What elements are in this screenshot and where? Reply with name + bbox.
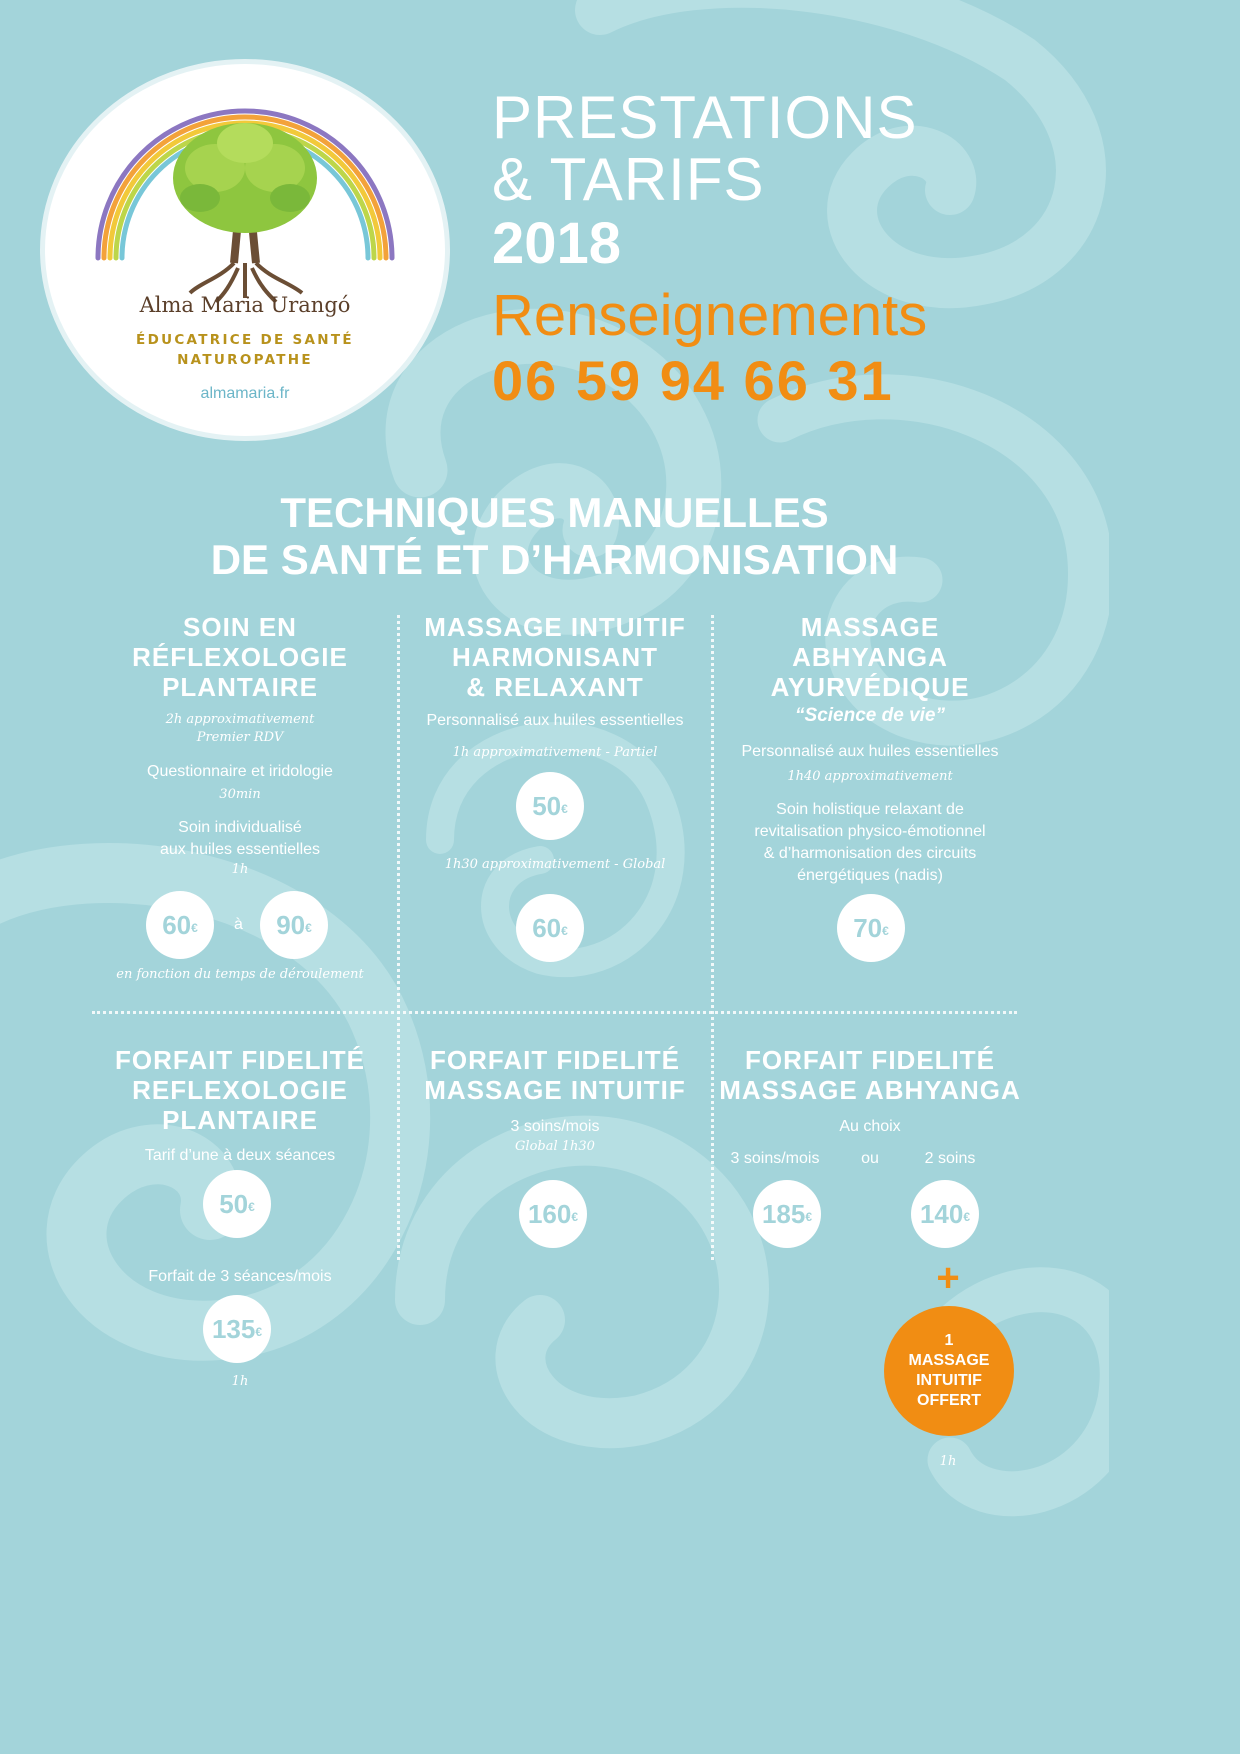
col1-item2-line2: aux huiles essentielles: [159, 841, 321, 858]
forfait1-price1-value: 50: [219, 1189, 249, 1219]
col3-detail-line4: énergétiques (nadis): [797, 867, 943, 884]
logo-name: Alma Maria Urangó: [139, 293, 351, 317]
logo-url[interactable]: almamaria.fr: [200, 385, 290, 402]
col1-item1-duration: 30min: [219, 787, 261, 802]
col2-price1-value: 50: [532, 791, 562, 821]
forfait2-label: 3 soins/mois: [510, 1118, 600, 1135]
section-title-line1: TECHNIQUES MANUELLES: [280, 489, 829, 536]
col3-detail-line3: & d’harmonisation des circuits: [763, 845, 977, 862]
forfait2-title-line2: MASSAGE INTUITIF: [424, 1075, 686, 1105]
forfait3-title: [715, 1045, 1025, 1105]
offer-line1: 1: [944, 1332, 954, 1349]
forfait1-title: [85, 1045, 395, 1135]
forfait2-sub: Global 1h30: [515, 1139, 595, 1154]
forfait1-price2-value: 135: [211, 1314, 256, 1344]
col1-duration: [85, 711, 395, 747]
col1-price-sep: à: [234, 916, 243, 933]
col2-title: [400, 612, 710, 702]
col1-price-to-value: 90: [276, 910, 306, 940]
section-title: [0, 489, 1109, 583]
col2-option1: 1h approximativement - Partiel: [452, 745, 658, 760]
col1-note: en fonction du temps de déroulement: [116, 967, 364, 982]
col3-detail-line1: Soin holistique relaxant de: [776, 801, 964, 818]
forfait1-title-line1: FORFAIT FIDELITÉ: [115, 1045, 365, 1075]
forfait3-option1: 3 soins/mois: [730, 1150, 820, 1167]
col3-title-line1: MASSAGE: [800, 612, 940, 642]
header-year: 2018: [492, 211, 622, 276]
forfait3-price1-value: 185: [761, 1199, 806, 1229]
col3-detail-line2: revitalisation physico-émotionnel: [754, 823, 986, 840]
col1-item1: Questionnaire et iridologie: [147, 763, 333, 780]
currency-sign: €: [255, 1325, 263, 1339]
forfait2-title-line1: FORFAIT FIDELITÉ: [430, 1045, 680, 1075]
col1-price-to: [260, 891, 328, 959]
currency-sign: €: [571, 1210, 579, 1224]
col2-title-line2: HARMONISANT: [452, 642, 658, 672]
col1-price-from: [146, 891, 214, 959]
forfait3-option2: 2 soins: [924, 1150, 976, 1167]
forfait3-title-line1: FORFAIT FIDELITÉ: [745, 1045, 995, 1075]
forfait3-choice: Au choix: [839, 1118, 901, 1135]
col1-title-line2: RÉFLEXOLOGIE: [132, 642, 348, 672]
col3-duration: 1h40 approximativement: [787, 769, 953, 784]
col2-title-line3: & RELAXANT: [466, 672, 644, 702]
forfait2-price-value: 160: [527, 1199, 572, 1229]
offer-line2: MASSAGE: [908, 1352, 990, 1369]
offer-badge: [884, 1306, 1014, 1436]
col1-title-line3: PLANTAIRE: [162, 672, 318, 702]
forfait3-or: ou: [861, 1150, 879, 1167]
col3-title-line2: ABHYANGA: [792, 642, 948, 672]
col2-price2: [516, 894, 584, 962]
col2-desc: Personnalisé aux huiles essentielles: [426, 712, 684, 729]
col1-item2-duration: 1h: [231, 862, 249, 877]
forfait3-duration: 1h: [939, 1454, 957, 1469]
col2-option2: 1h30 approximativement - Global: [444, 857, 666, 872]
forfait1-label1: Tarif d’une à deux séances: [144, 1147, 336, 1164]
col2-title-line1: MASSAGE INTUITIF: [424, 612, 686, 642]
section-title-line2: DE SANTÉ ET D’HARMONISATION: [210, 536, 899, 583]
forfait3-price1: [753, 1180, 821, 1248]
col3-desc: Personnalisé aux huiles essentielles: [741, 743, 999, 760]
currency-sign: €: [305, 921, 312, 935]
header-phone[interactable]: 06 59 94 66 31: [492, 349, 894, 412]
col3-subtitle: “Science de vie”: [795, 705, 945, 726]
col1-duration-line1: 2h approximativement: [165, 712, 315, 727]
forfait3-title-line2: MASSAGE ABHYANGA: [719, 1075, 1021, 1105]
currency-sign: €: [882, 924, 889, 938]
swirl-bottom-center: [420, 1141, 744, 1423]
col1-price-from-value: 60: [162, 910, 192, 940]
col2-price1: [516, 772, 584, 840]
forfait3-price2-value: 140: [919, 1199, 964, 1229]
offer-line3: INTUITIF: [916, 1372, 982, 1389]
forfait1-title-line2: REFLEXOLOGIE: [132, 1075, 348, 1105]
col3-title-line3: AYURVÉDIQUE: [770, 672, 970, 702]
logo-role-line2: NATUROPATHE: [177, 352, 313, 368]
col1-title: [85, 612, 395, 702]
forfait1-price2: [203, 1295, 271, 1363]
col2-price2-value: 60: [532, 913, 562, 943]
col3-detail: [715, 799, 1025, 887]
forfait2-price: [519, 1180, 587, 1248]
col3-price-value: 70: [853, 913, 883, 943]
divider-horizontal: [92, 1011, 1017, 1014]
col1-duration-line2: Premier RDV: [196, 730, 284, 745]
forfait3-price2: [911, 1180, 979, 1248]
forfait1-title-line3: PLANTAIRE: [162, 1105, 318, 1135]
forfait2-title: [400, 1045, 710, 1105]
logo-role: [40, 330, 450, 370]
header-title-line2: & TARIFS: [492, 146, 765, 213]
col1-item2: [85, 817, 395, 861]
forfait1-price1: [203, 1170, 271, 1238]
col3-title: [715, 612, 1025, 702]
col3-price: [837, 894, 905, 962]
offer-line4: OFFERT: [917, 1392, 981, 1409]
col1-item2-line1: Soin individualisé: [178, 819, 302, 836]
divider-vertical-right: [711, 615, 714, 1260]
header-info-label: Renseignements: [492, 283, 928, 348]
currency-sign: €: [805, 1210, 813, 1224]
currency-sign: €: [561, 924, 568, 938]
forfait1-duration: 1h: [231, 1374, 249, 1389]
currency-sign: €: [248, 1200, 255, 1214]
plus-icon: +: [936, 1256, 960, 1300]
logo-role-line1: ÉDUCATRICE DE SANTÉ: [136, 332, 354, 348]
currency-sign: €: [963, 1210, 971, 1224]
col1-title-line1: SOIN EN: [183, 612, 297, 642]
currency-sign: €: [191, 921, 198, 935]
forfait1-label2: Forfait de 3 séances/mois: [148, 1268, 332, 1285]
currency-sign: €: [561, 802, 568, 816]
header-title-line1: PRESTATIONS: [492, 84, 918, 151]
